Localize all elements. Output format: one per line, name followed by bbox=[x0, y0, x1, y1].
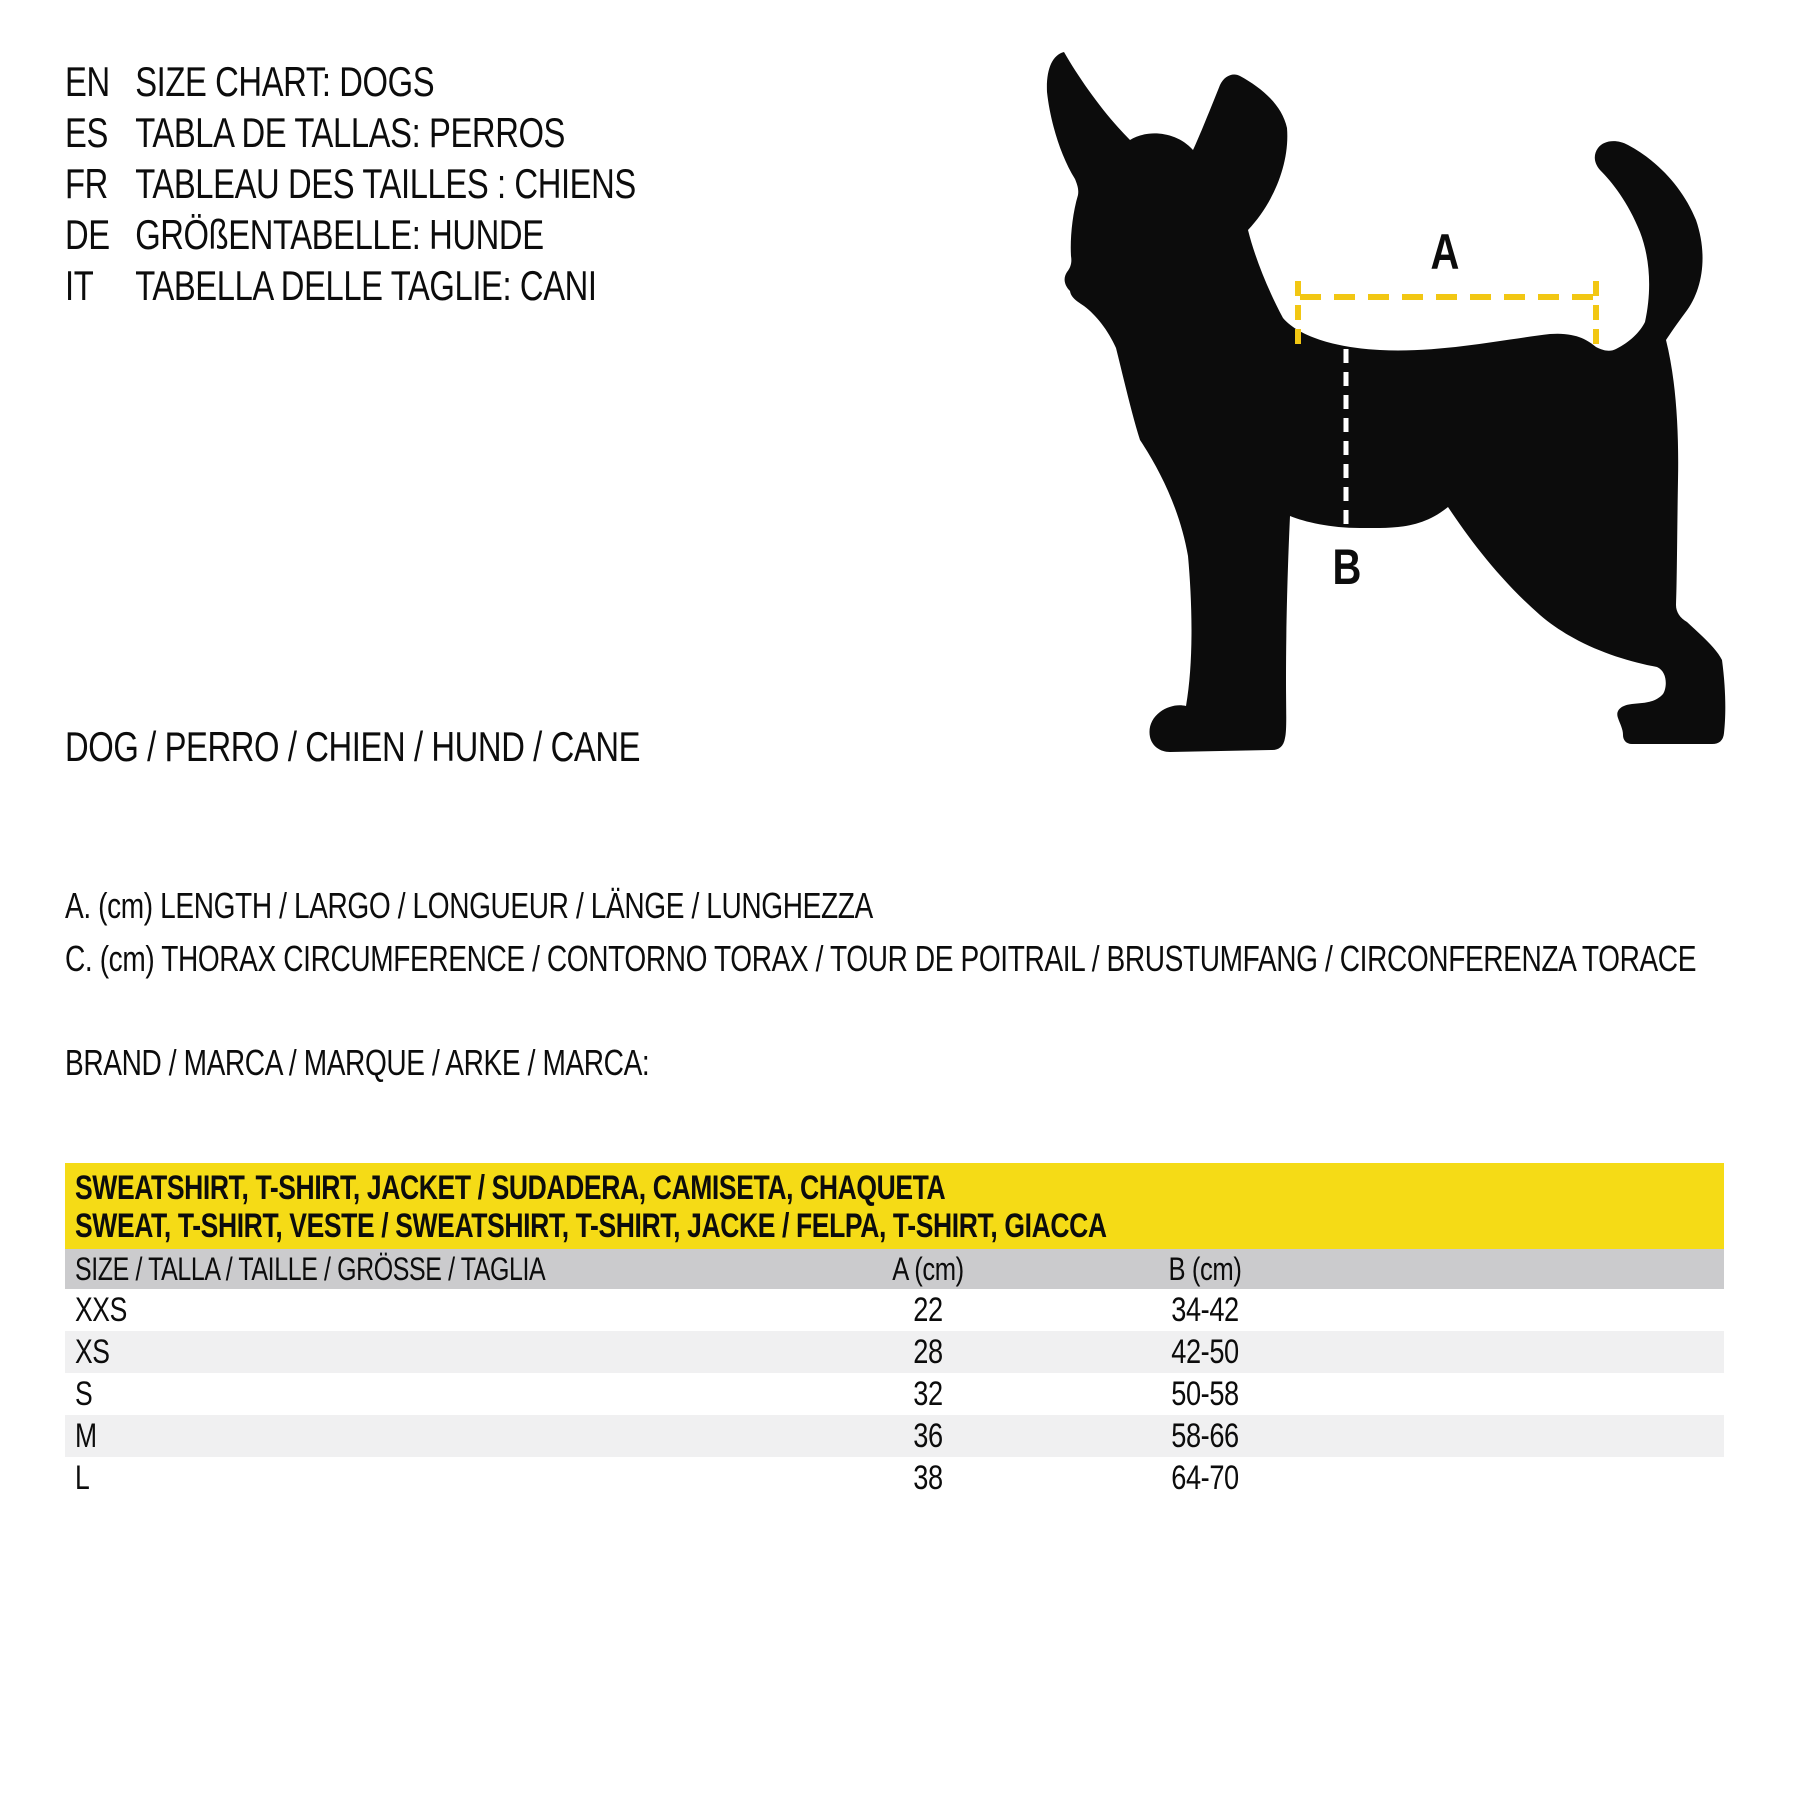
b-cm-cell: 34-42 bbox=[1171, 1291, 1239, 1329]
column-header-size: SIZE / TALLA / TAILLE / GRÖSSE / TAGLIA bbox=[75, 1251, 546, 1287]
size-cell: XS bbox=[75, 1333, 110, 1371]
a-cm-cell: 38 bbox=[913, 1459, 943, 1497]
dog-caption: DOG / PERRO / CHIEN / HUND / CANE bbox=[65, 723, 641, 770]
chart-title: TABLA DE TALLAS: PERROS bbox=[135, 109, 566, 156]
a-cm-cell: 32 bbox=[913, 1375, 943, 1413]
b-cm-cell: 58-66 bbox=[1171, 1417, 1239, 1455]
size-cell: XXS bbox=[75, 1291, 127, 1329]
language-code: IT bbox=[65, 262, 94, 309]
b-cm-cell: 50-58 bbox=[1171, 1375, 1239, 1413]
chart-title: TABLEAU DES TAILLES : CHIENS bbox=[135, 160, 636, 207]
size-cell: M bbox=[75, 1417, 97, 1455]
legend-line-a: A. (cm) LENGTH / LARGO / LONGUEUR / LÄNGE / LUNGHEZZA bbox=[65, 885, 873, 926]
legend-line-c: C. (cm) THORAX CIRCUMFERENCE / CONTORNO TORAX / TOUR DE POITRAIL / BRUSTUMFANG / CIRCONFERENZA TORACE bbox=[65, 938, 1697, 979]
language-code: FR bbox=[65, 160, 108, 207]
column-header-a-cm: A (cm) bbox=[892, 1251, 964, 1287]
size-table bbox=[65, 1163, 1724, 1499]
table-title-band bbox=[65, 1163, 1724, 1249]
dimension-label-a: A bbox=[1430, 224, 1460, 280]
b-cm-cell: 42-50 bbox=[1171, 1333, 1239, 1371]
size-cell: L bbox=[75, 1459, 90, 1497]
table-row bbox=[65, 1373, 1724, 1415]
table-row bbox=[65, 1415, 1724, 1457]
dimension-label-b: B bbox=[1332, 539, 1362, 595]
measurement-legend bbox=[65, 879, 1800, 985]
chart-title: TABELLA DELLE TAGLIE: CANI bbox=[135, 262, 597, 309]
size-cell: S bbox=[75, 1375, 93, 1413]
language-code: ES bbox=[65, 109, 108, 156]
a-cm-cell: 22 bbox=[913, 1291, 943, 1329]
brand-line: BRAND / MARCA / MARQUE / ARKE / MARCA: bbox=[65, 1042, 650, 1083]
a-cm-cell: 36 bbox=[913, 1417, 943, 1455]
table-row bbox=[65, 1331, 1724, 1373]
b-cm-cell: 64-70 bbox=[1171, 1459, 1239, 1497]
dog-silhouette-diagram bbox=[0, 0, 1800, 800]
table-header-row bbox=[65, 1249, 1724, 1289]
chart-title: SIZE CHART: DOGS bbox=[135, 58, 435, 105]
a-cm-cell: 28 bbox=[913, 1333, 943, 1371]
table-row bbox=[65, 1457, 1724, 1499]
column-header-b-cm: B (cm) bbox=[1168, 1251, 1242, 1287]
chart-title: GRÖßENTABELLE: HUNDE bbox=[135, 211, 544, 258]
dog-silhouette bbox=[1047, 52, 1725, 752]
language-code: DE bbox=[65, 211, 110, 258]
table-title-line2: SWEAT, T-SHIRT, VESTE / SWEATSHIRT, T-SHIRT, JACKE / FELPA, T-SHIRT, GIACCA bbox=[75, 1207, 1107, 1245]
table-row bbox=[65, 1289, 1724, 1331]
language-code: EN bbox=[65, 58, 110, 105]
table-title-line1: SWEATSHIRT, T-SHIRT, JACKET / SUDADERA, CAMISETA, CHAQUETA bbox=[75, 1169, 946, 1207]
